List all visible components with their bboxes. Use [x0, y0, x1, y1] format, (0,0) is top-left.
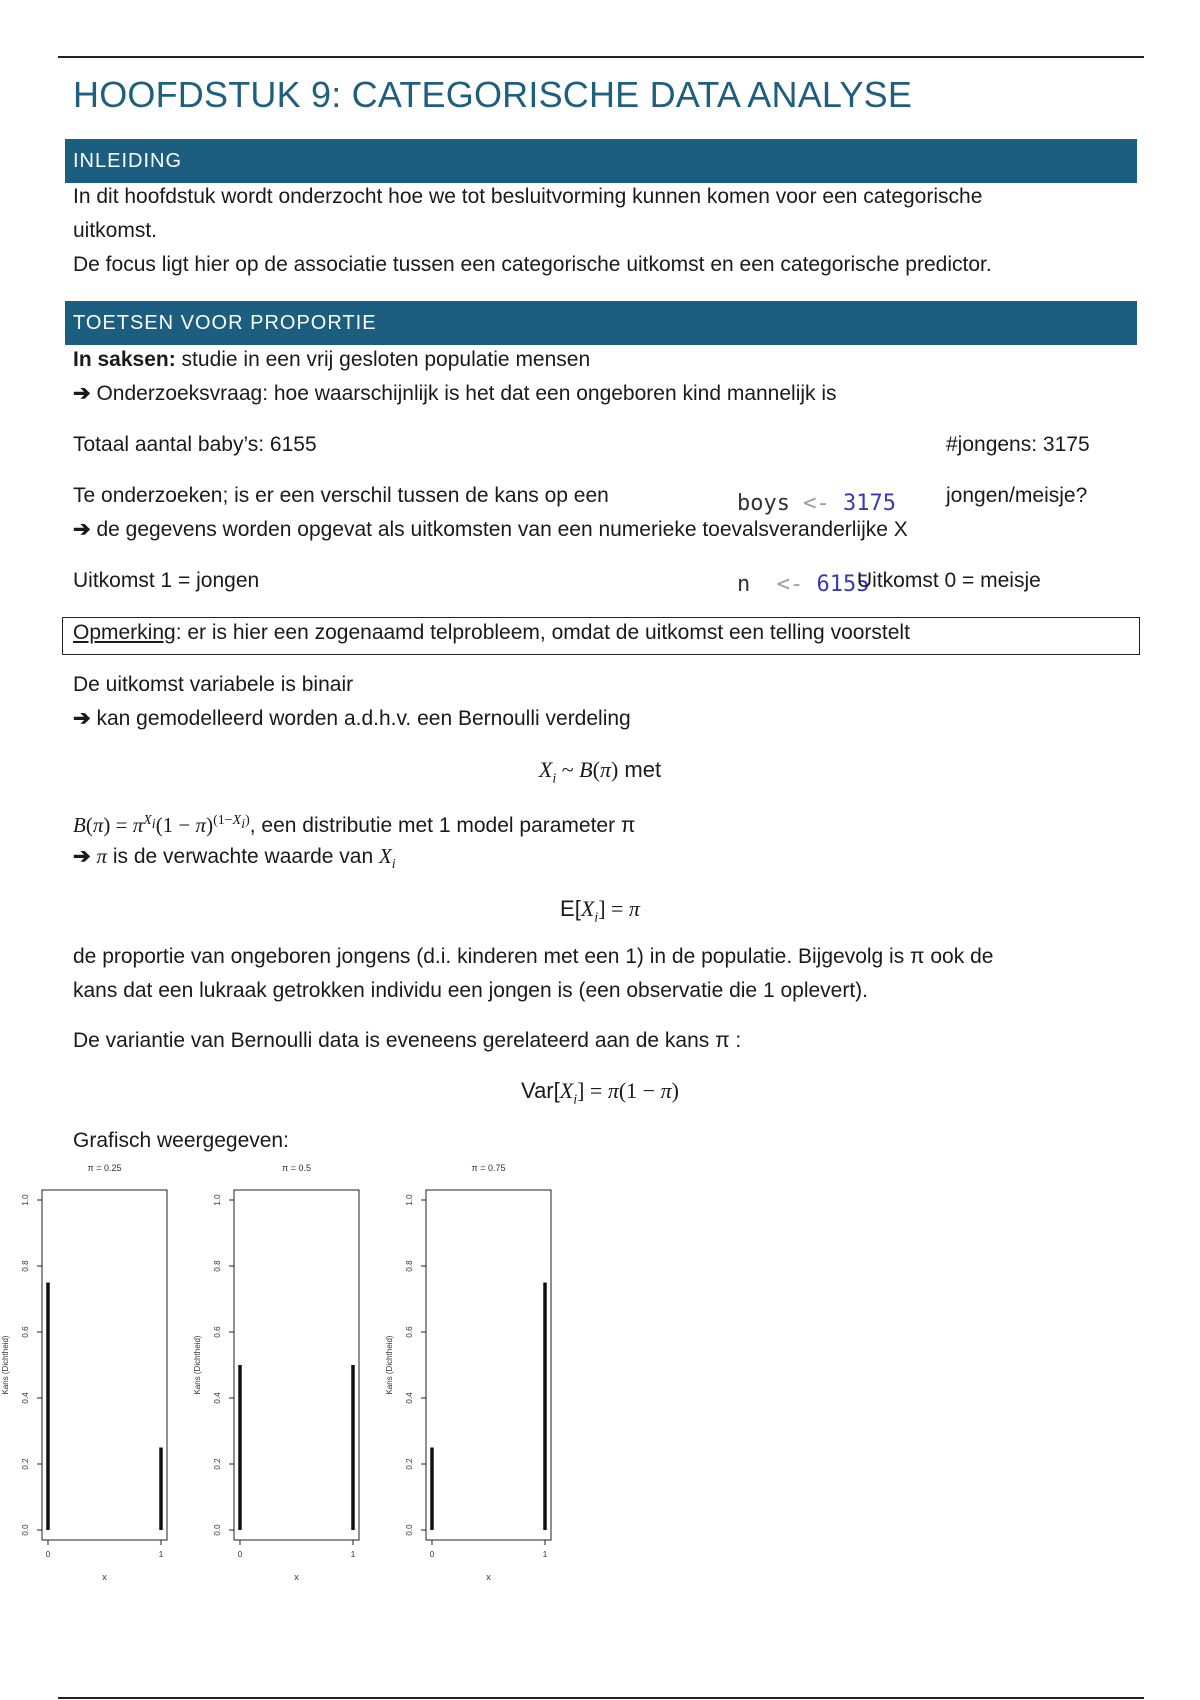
intro-line-3: De focus ligt hier op de associatie tussen een categorische uitkomst en een categorische predictor. — [73, 253, 992, 276]
proportion-line-2: kans dat een lukraak getrokken individu een jongen is (een observatie die 1 oplevert). — [73, 979, 868, 1002]
expected-line: ➔ π is de verwachte waarde van $X_i$ — [73, 844, 396, 873]
equation-xi-bernoulli: $X_i$ ~ B(π) met — [538, 757, 662, 787]
x-tick-label: 0 — [429, 1550, 435, 1559]
saksen-line — [73, 347, 590, 373]
outcome-1: Uitkomst 1 = jongen — [73, 569, 260, 592]
total-babies: Totaal aantal baby’s: 6155 — [73, 433, 317, 456]
top-rule — [58, 56, 1144, 58]
bottom-rule — [58, 1697, 1144, 1699]
y-axis-label: Kans (Dichtheid) — [1, 1335, 10, 1395]
graphic-label: Grafisch weergegeven: — [73, 1129, 289, 1152]
binary-line: De uitkomst variabele is binair — [73, 673, 354, 696]
y-tick-label: 1.0 — [213, 1194, 222, 1206]
arrow-icon: ➔ — [73, 707, 91, 730]
y-tick-label: 0.2 — [405, 1458, 414, 1470]
intro-line-2: uitkomst. — [73, 219, 158, 242]
outcome-0: Uitkomst 0 = meisje — [857, 569, 1041, 592]
question-text: Onderzoeksvraag: hoe waarschijnlijk is het dat een ongeboren kind mannelijk is — [96, 382, 837, 405]
boys-count: #jongens: 3175 — [946, 433, 1090, 456]
y-tick-label: 0.8 — [21, 1260, 30, 1272]
equation-variance: $Var[X_i] = \pi(1 - \pi)$ — [521, 1078, 679, 1108]
note-line — [73, 620, 910, 646]
saksen-bold: In saksen: — [73, 348, 176, 371]
section-heading-proportion: TOETSEN VOOR PROPORTIE — [65, 301, 1137, 345]
x-tick-label: 0 — [237, 1550, 243, 1559]
saksen-rest: studie in een vrij gesloten populatie mensen — [175, 348, 591, 371]
y-tick-label: 0.4 — [405, 1392, 414, 1404]
y-tick-label: 0.0 — [213, 1524, 222, 1536]
y-tick-label: 0.8 — [405, 1260, 414, 1272]
y-tick-label: 1.0 — [21, 1194, 30, 1206]
y-axis-label: Kans (Dichtheid) — [193, 1335, 202, 1395]
y-tick-label: 0.4 — [213, 1392, 222, 1404]
proportion-line-1: de proportie van ongeboren jongens (d.i. kinderen met een 1) in de populatie. Bijgevolg is π ook de — [73, 945, 994, 968]
x-tick-label: 1 — [542, 1550, 548, 1559]
chart-title: π = 0.25 — [87, 1163, 122, 1173]
intro-line-1: In dit hoofdstuk wordt onderzocht hoe we tot besluitvorming kunnen komen voor een categorische — [73, 185, 983, 208]
bernoulli-charts — [0, 1155, 580, 1595]
x-axis-label: x — [486, 1572, 491, 1582]
plot-frame — [42, 1190, 167, 1540]
chart-title: π = 0.5 — [282, 1163, 311, 1173]
y-tick-label: 0.6 — [213, 1326, 222, 1338]
data-as-line: ➔ de gegevens worden opgevat als uitkomsten van een numerieke toevalsveranderlijke X — [73, 518, 908, 541]
y-tick-label: 0.8 — [213, 1260, 222, 1272]
plot-frame — [234, 1190, 359, 1540]
code-line-boys: boys <- 3175 — [737, 491, 896, 516]
y-tick-label: 0.6 — [21, 1326, 30, 1338]
question-line — [73, 381, 837, 407]
bernoulli-line: ➔ kan gemodelleerd worden a.d.h.v. een Bernoulli verdeling — [73, 707, 631, 730]
y-tick-label: 0.2 — [213, 1458, 222, 1470]
x-tick-label: 0 — [45, 1550, 51, 1559]
y-tick-label: 0.4 — [21, 1392, 30, 1404]
section-heading-intro: INLEIDING — [65, 139, 1137, 183]
note-label: Opmerking — [73, 621, 176, 644]
arrow-icon: ➔ — [73, 845, 91, 868]
x-tick-label: 1 — [350, 1550, 356, 1559]
x-tick-label: 1 — [158, 1550, 164, 1559]
y-tick-label: 0.6 — [405, 1326, 414, 1338]
code-line-n: n <- 6155 — [737, 572, 870, 597]
page-title: HOOFDSTUK 9: CATEGORISCHE DATA ANALYSE — [73, 74, 913, 115]
x-axis-label: x — [102, 1572, 107, 1582]
equation-expectation: $E[X_i] = \pi$ — [560, 896, 640, 926]
investigate-line: Te onderzoeken; is er een verschil tussen de kans op een — [73, 484, 609, 507]
y-tick-label: 0.0 — [405, 1524, 414, 1536]
plot-frame — [426, 1190, 551, 1540]
note-text: : er is hier een zogenaamd telprobleem, omdat de uitkomst een telling voorstelt — [175, 621, 910, 644]
arrow-icon: ➔ — [73, 382, 91, 405]
variance-intro: De variantie van Bernoulli data is eveneens gerelateerd aan de kans π : — [73, 1029, 742, 1052]
y-tick-label: 0.2 — [21, 1458, 30, 1470]
chart-title: π = 0.75 — [471, 1163, 506, 1173]
arrow-icon: ➔ — [73, 518, 91, 541]
investigate-end: jongen/meisje? — [946, 484, 1088, 507]
x-axis-label: x — [294, 1572, 299, 1582]
y-tick-label: 1.0 — [405, 1194, 414, 1206]
bernoulli-formula-line: $B(\pi) = \pi^{X_i}(1 - \pi)^{(1-X_i)}$, een distributie met 1 model parameter π — [73, 813, 636, 837]
y-axis-label: Kans (Dichtheid) — [385, 1335, 394, 1395]
y-tick-label: 0.0 — [21, 1524, 30, 1536]
